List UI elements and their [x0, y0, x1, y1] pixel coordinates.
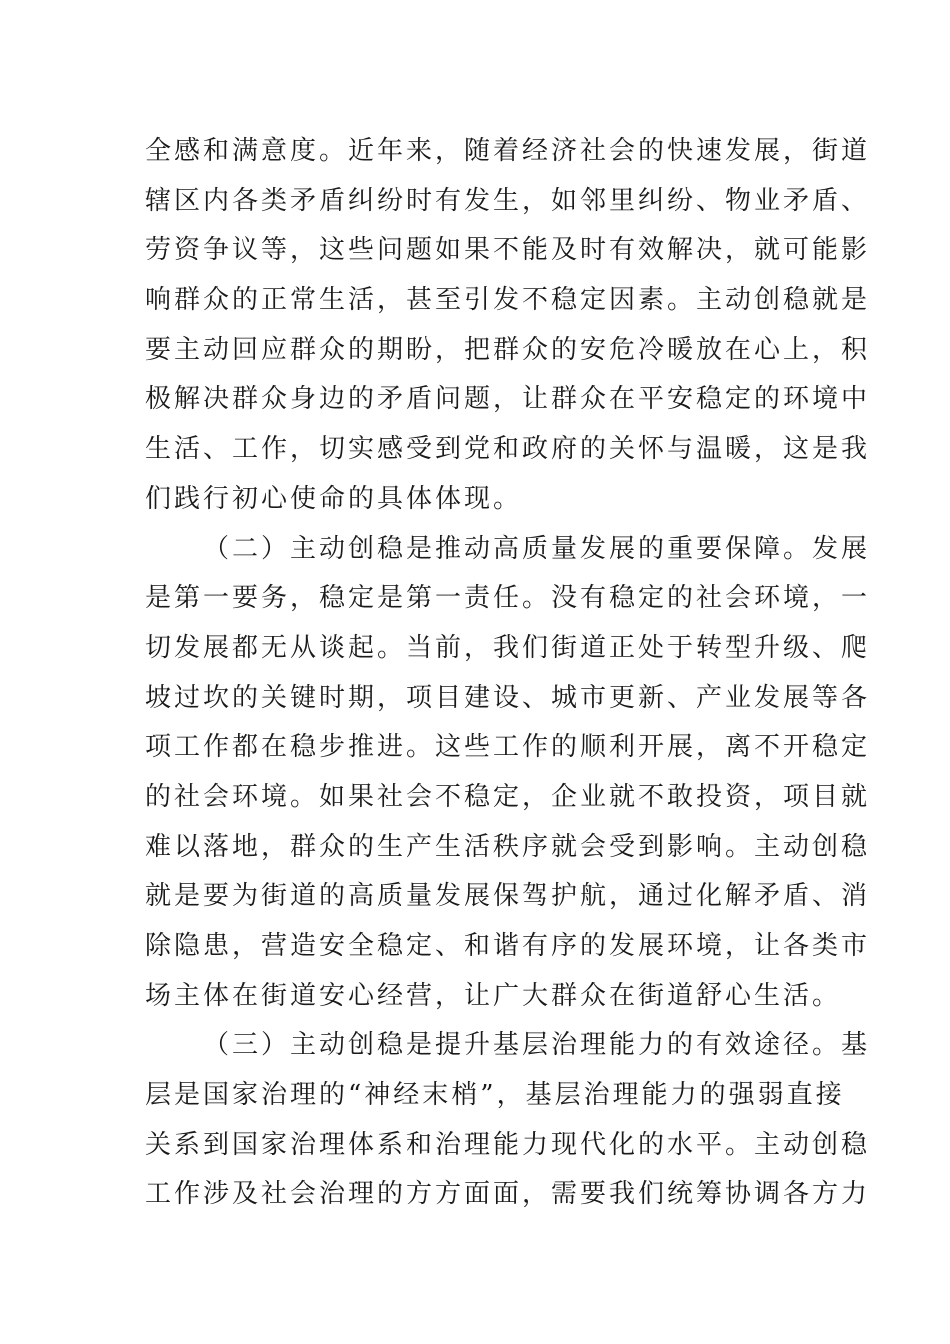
text-line: （二）主动创稳是推动高质量发展的重要保障。发展 [203, 533, 871, 564]
text-line: 就是要为街道的高质量发展保驾护航，通过化解矛盾、消 [145, 881, 871, 912]
text-line: 响群众的正常生活，甚至引发不稳定因素。主动创稳就是 [145, 285, 871, 316]
text-line: 坡过坎的关键时期，项目建设、城市更新、产业发展等各 [145, 682, 871, 713]
paragraph-2 [145, 525, 871, 1022]
text-line: 场主体在街道安心经营，让广大群众在街道舒心生活。 [145, 980, 842, 1011]
text-line: 们践行初心使命的具体体现。 [145, 483, 523, 514]
text-line: 极解决群众身边的矛盾问题，让群众在平安稳定的环境中 [145, 384, 871, 415]
text-line: 要主动回应群众的期盼，把群众的安危冷暖放在心上，积 [145, 334, 871, 365]
paragraph-1 [145, 127, 871, 525]
text-line: 的社会环境。如果社会不稳定，企业就不敢投资，项目就 [145, 781, 871, 812]
text-line: 辖区内各类矛盾纠纷时有发生，如邻里纠纷、物业矛盾、 [145, 185, 871, 216]
text-line: 切发展都无从谈起。当前，我们街道正处于转型升级、爬 [145, 632, 871, 663]
paragraph-3 [145, 1021, 871, 1220]
text-line: 关系到国家治理体系和治理能力现代化的水平。主动创稳 [145, 1129, 871, 1160]
text-line: 生活、工作，切实感受到党和政府的关怀与温暖，这是我 [145, 434, 871, 465]
text-line: 劳资争议等，这些问题如果不能及时有效解决，就可能影 [145, 235, 871, 266]
document-body [145, 127, 871, 1220]
text-line: 全感和满意度。近年来，随着经济社会的快速发展，街道 [145, 136, 871, 166]
text-line: 难以落地，群众的生产生活秩序就会受到影响。主动创稳 [145, 831, 871, 862]
text-line: 除隐患，营造安全稳定、和谐有序的发展环境，让各类市 [145, 931, 871, 961]
text-line: 工作涉及社会治理的方方面面，需要我们统筹协调各方力 [145, 1179, 871, 1210]
text-line: 层是国家治理的“神经末梢”，基层治理能力的强弱直接 [145, 1080, 845, 1111]
text-line: 项工作都在稳步推进。这些工作的顺利开展，离不开稳定 [145, 732, 871, 763]
text-line: 是第一要务，稳定是第一责任。没有稳定的社会环境，一 [145, 583, 871, 614]
text-line: （三）主动创稳是提升基层治理能力的有效途径。基 [203, 1030, 871, 1061]
